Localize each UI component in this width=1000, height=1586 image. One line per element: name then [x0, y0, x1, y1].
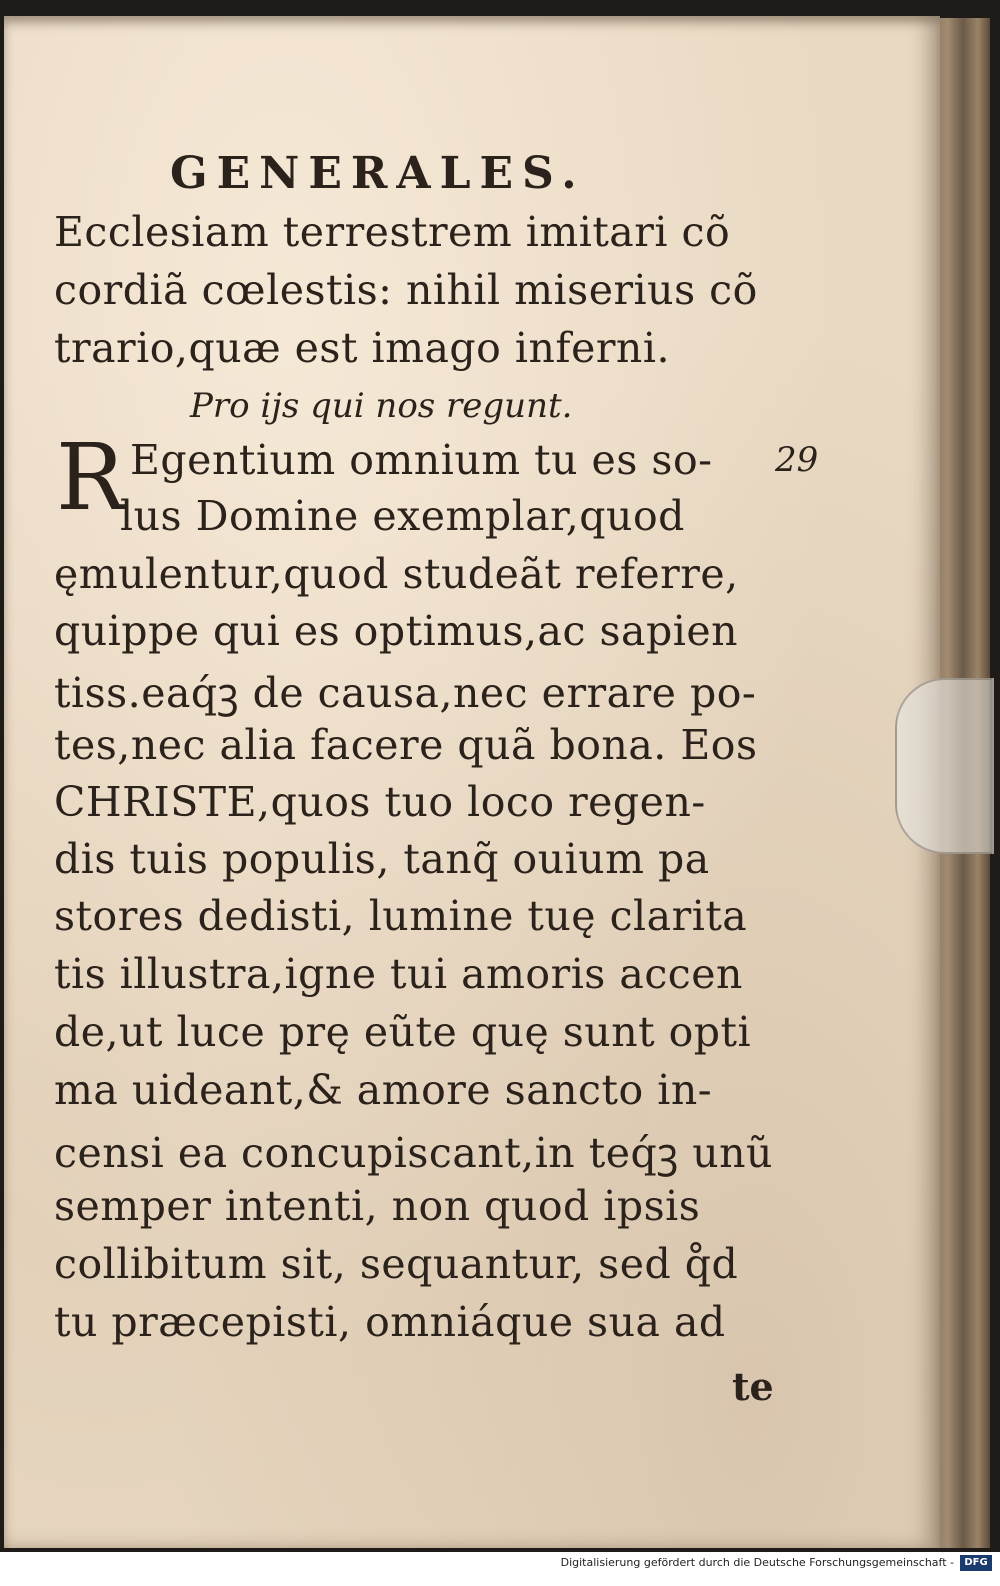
text-line: tiss.eaq́ꝫ de causa,nec errare po- — [54, 669, 757, 717]
dfg-logo: DFG — [960, 1555, 992, 1571]
text-line: tis illustra,igne tui amoris accen — [54, 950, 743, 998]
running-heading: GENERALES. — [170, 148, 586, 199]
text-line: tes,nec alia facere quã bona. Eos — [54, 721, 758, 769]
text-line: ęmulentur,quod studeãt referre, — [54, 550, 739, 598]
text-line: CHRISTE,quos tuo loco regen- — [54, 778, 706, 826]
drop-cap: R — [56, 424, 126, 531]
catchword: te — [732, 1364, 774, 1409]
text-line: stores dedisti, lumine tuę clarita — [54, 892, 748, 940]
text-line: Ecclesiam terrestrem imitari cõ — [54, 208, 731, 256]
text-line: semper intenti, non quod ipsis — [54, 1182, 701, 1230]
text-line: de,ut luce prę eũte quę sunt opti — [54, 1008, 752, 1056]
text-line: trario,quæ est imago inferni. — [54, 324, 670, 372]
text-line: ma uideant,& amore sancto in- — [54, 1066, 713, 1114]
page-clip — [895, 678, 994, 854]
text-line: dis tuis populis, tanq̃ ouium pa — [54, 835, 710, 883]
text-line: lus Domine exemplar,quod — [120, 492, 685, 540]
text-line: quippe qui es optimus,ac sapien — [54, 607, 739, 655]
page-number: 29 — [775, 440, 819, 480]
text-line: Egentium omnium tu es so- — [130, 436, 713, 484]
text-line: cordiã cœlestis: nihil miserius cõ — [54, 266, 758, 314]
section-subheading: Pro ijs qui nos regunt. — [190, 386, 573, 426]
text-line: collibitum sit, sequantur, sed q̊d — [54, 1240, 739, 1288]
text-line: tu præcepisti, omniáque sua ad — [54, 1298, 726, 1346]
digitization-credit: Digitalisierung gefördert durch die Deutsche Forschungsgemeinschaft - — [560, 1556, 954, 1569]
text-line: censi ea concupiscant,in teq́ꝫ unũ — [54, 1129, 773, 1177]
